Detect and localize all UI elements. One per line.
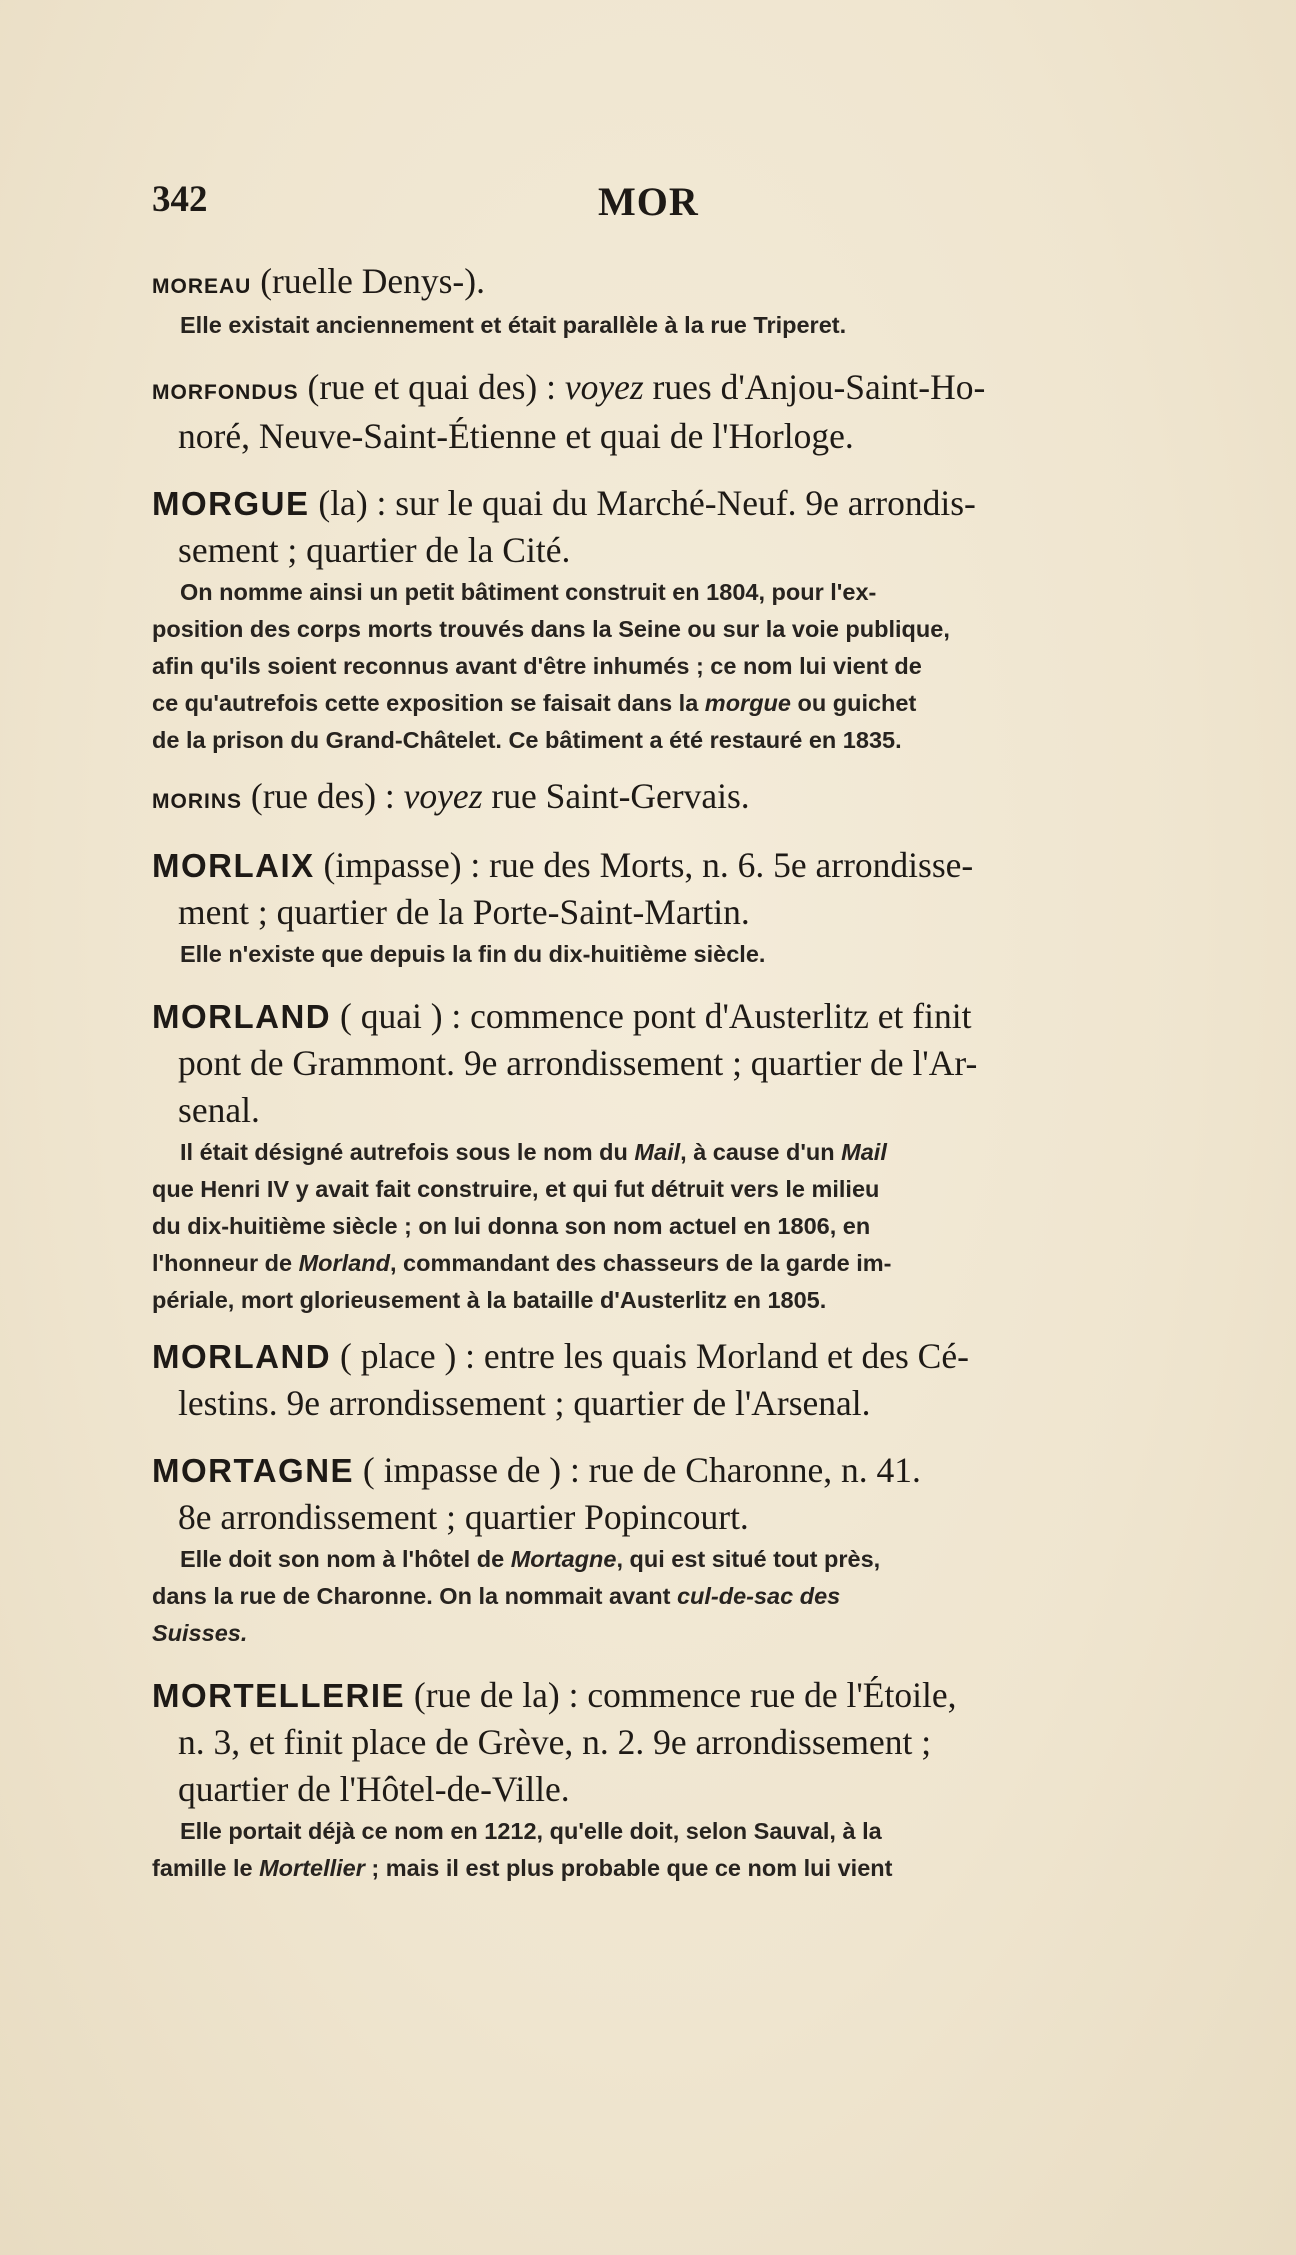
note-text: , à cause d'un — [680, 1139, 842, 1165]
heading-text: n. 3, et finit place de Grève, n. 2. 9e arrondissement ; — [178, 1722, 932, 1762]
cross-reference: voyez — [564, 367, 644, 407]
note-text: Elle doit son nom à l'hôtel de — [180, 1546, 511, 1572]
entry-note — [152, 1813, 1162, 1887]
note-text: de la prison du Grand-Châtelet. Ce bâtiment a été restauré en 1835. — [152, 727, 902, 753]
cross-reference: voyez — [403, 776, 483, 816]
entry-note — [152, 574, 1162, 759]
heading-text: quartier de l'Hôtel-de-Ville. — [178, 1769, 570, 1809]
italic-term: morgue — [704, 690, 791, 716]
heading-text: (ruelle Denys-). — [260, 261, 485, 301]
entry-heading — [152, 1447, 1162, 1541]
entry-morfondus — [152, 364, 1162, 460]
heading-text: ( quai ) : commence pont d'Austerlitz et finit — [340, 996, 972, 1036]
heading-text: ( impasse de ) : rue de Charonne, n. 41. — [362, 1450, 921, 1490]
entry-morgue — [152, 480, 1162, 759]
entry-heading — [152, 842, 1162, 936]
entry-heading — [152, 1333, 1162, 1427]
note-text: afin qu'ils soient reconnus avant d'être inhumés ; ce nom lui vient de — [152, 653, 922, 679]
entries-column — [152, 258, 1162, 1887]
heading-text: lestins. 9e arrondissement ; quartier de l'Arsenal. — [178, 1383, 871, 1423]
heading-text: (rue et quai des) : — [307, 367, 565, 407]
entry-moreau — [152, 258, 1162, 344]
entry-note — [152, 936, 1162, 973]
heading-text: rue Saint-Gervais. — [482, 776, 750, 816]
italic-term: cul-de-sac des — [676, 1583, 841, 1609]
running-head: MOR — [598, 179, 699, 224]
italic-term: Suisses. — [152, 1620, 248, 1646]
note-text: Il était désigné autrefois sous le nom du — [180, 1139, 635, 1165]
entry-morland-quai — [152, 993, 1162, 1319]
note-text: Elle existait anciennement et était parallèle à la rue Triperet. — [180, 312, 847, 338]
heading-text: rues d'Anjou-Saint-Ho- — [643, 367, 986, 407]
note-text: dans la rue de Charonne. On la nommait avant — [152, 1583, 677, 1609]
note-text: ou guichet — [790, 690, 917, 716]
note-text: On nomme ainsi un petit bâtiment construit en 1804, pour l'ex- — [180, 579, 877, 605]
heading-text: (rue des) : — [250, 776, 404, 816]
note-text: , commandant des chasseurs de la garde im- — [389, 1250, 892, 1276]
italic-term: Morland — [298, 1250, 390, 1276]
entry-note — [152, 307, 1162, 344]
heading-text: (rue de la) : commence rue de l'Étoile, — [413, 1675, 957, 1715]
entry-mortagne — [152, 1447, 1162, 1652]
headword: morfondus — [152, 373, 299, 406]
italic-term: Mail — [634, 1139, 681, 1165]
entry-heading — [152, 773, 1162, 822]
note-text: périale, mort glorieusement à la bataille d'Austerlitz en 1805. — [152, 1287, 827, 1313]
headword: moreau — [152, 267, 252, 300]
entry-heading — [152, 364, 1162, 460]
italic-term: Mortagne — [510, 1546, 617, 1572]
headword: MORTAGNE — [152, 1452, 355, 1489]
entry-note — [152, 1134, 1162, 1319]
note-text: du dix-huitième siècle ; on lui donna son nom actuel en 1806, en — [152, 1213, 871, 1239]
heading-text: ment ; quartier de la Porte-Saint-Martin. — [178, 892, 750, 932]
italic-term: Mortellier — [259, 1855, 365, 1881]
page-number: 342 — [152, 179, 208, 220]
entry-mortellerie — [152, 1672, 1162, 1887]
note-text: l'honneur de — [152, 1250, 299, 1276]
heading-text: ( place ) : entre les quais Morland et des Cé- — [340, 1336, 969, 1376]
heading-text: sement ; quartier de la Cité. — [178, 530, 571, 570]
page-header — [152, 178, 1162, 238]
headword: MORLAND — [152, 998, 332, 1035]
entry-heading — [152, 1672, 1162, 1813]
note-text: famille le — [152, 1855, 260, 1881]
note-text: ce qu'autrefois cette exposition se faisait dans la — [152, 690, 705, 716]
entry-heading — [152, 993, 1162, 1134]
entry-note — [152, 1541, 1162, 1652]
heading-text: senal. — [178, 1090, 260, 1130]
headword: morins — [152, 782, 242, 815]
italic-term: Mail — [841, 1139, 887, 1165]
note-text: que Henri IV y avait fait construire, et qui fut détruit vers le milieu — [152, 1176, 880, 1202]
headword: MORLAND — [152, 1338, 332, 1375]
heading-text: (la) : sur le quai du Marché-Neuf. 9e arrondis- — [318, 483, 976, 523]
note-text: ; mais il est plus probable que ce nom lui vient — [364, 1855, 893, 1881]
headword: MORTELLERIE — [152, 1677, 405, 1714]
note-text: position des corps morts trouvés dans la Seine ou sur la voie publique, — [152, 616, 950, 642]
heading-text: pont de Grammont. 9e arrondissement ; quartier de l'Ar- — [178, 1043, 978, 1083]
entry-morins — [152, 773, 1162, 822]
heading-text: (impasse) : rue des Morts, n. 6. 5e arrondisse- — [323, 845, 974, 885]
entry-morland-place — [152, 1333, 1162, 1427]
headword: MORLAIX — [152, 847, 315, 884]
headword: MORGUE — [152, 485, 310, 522]
entry-heading — [152, 480, 1162, 574]
heading-text: noré, Neuve-Saint-Étienne et quai de l'Horloge. — [178, 416, 854, 456]
note-text: , qui est situé tout près, — [616, 1546, 881, 1572]
note-text: Elle n'existe que depuis la fin du dix-huitième siècle. — [180, 941, 766, 967]
heading-text: 8e arrondissement ; quartier Popincourt. — [178, 1497, 749, 1537]
entry-morlaix — [152, 842, 1162, 973]
note-text: Elle portait déjà ce nom en 1212, qu'elle doit, selon Sauval, à la — [180, 1818, 882, 1844]
entry-heading — [152, 258, 1162, 307]
